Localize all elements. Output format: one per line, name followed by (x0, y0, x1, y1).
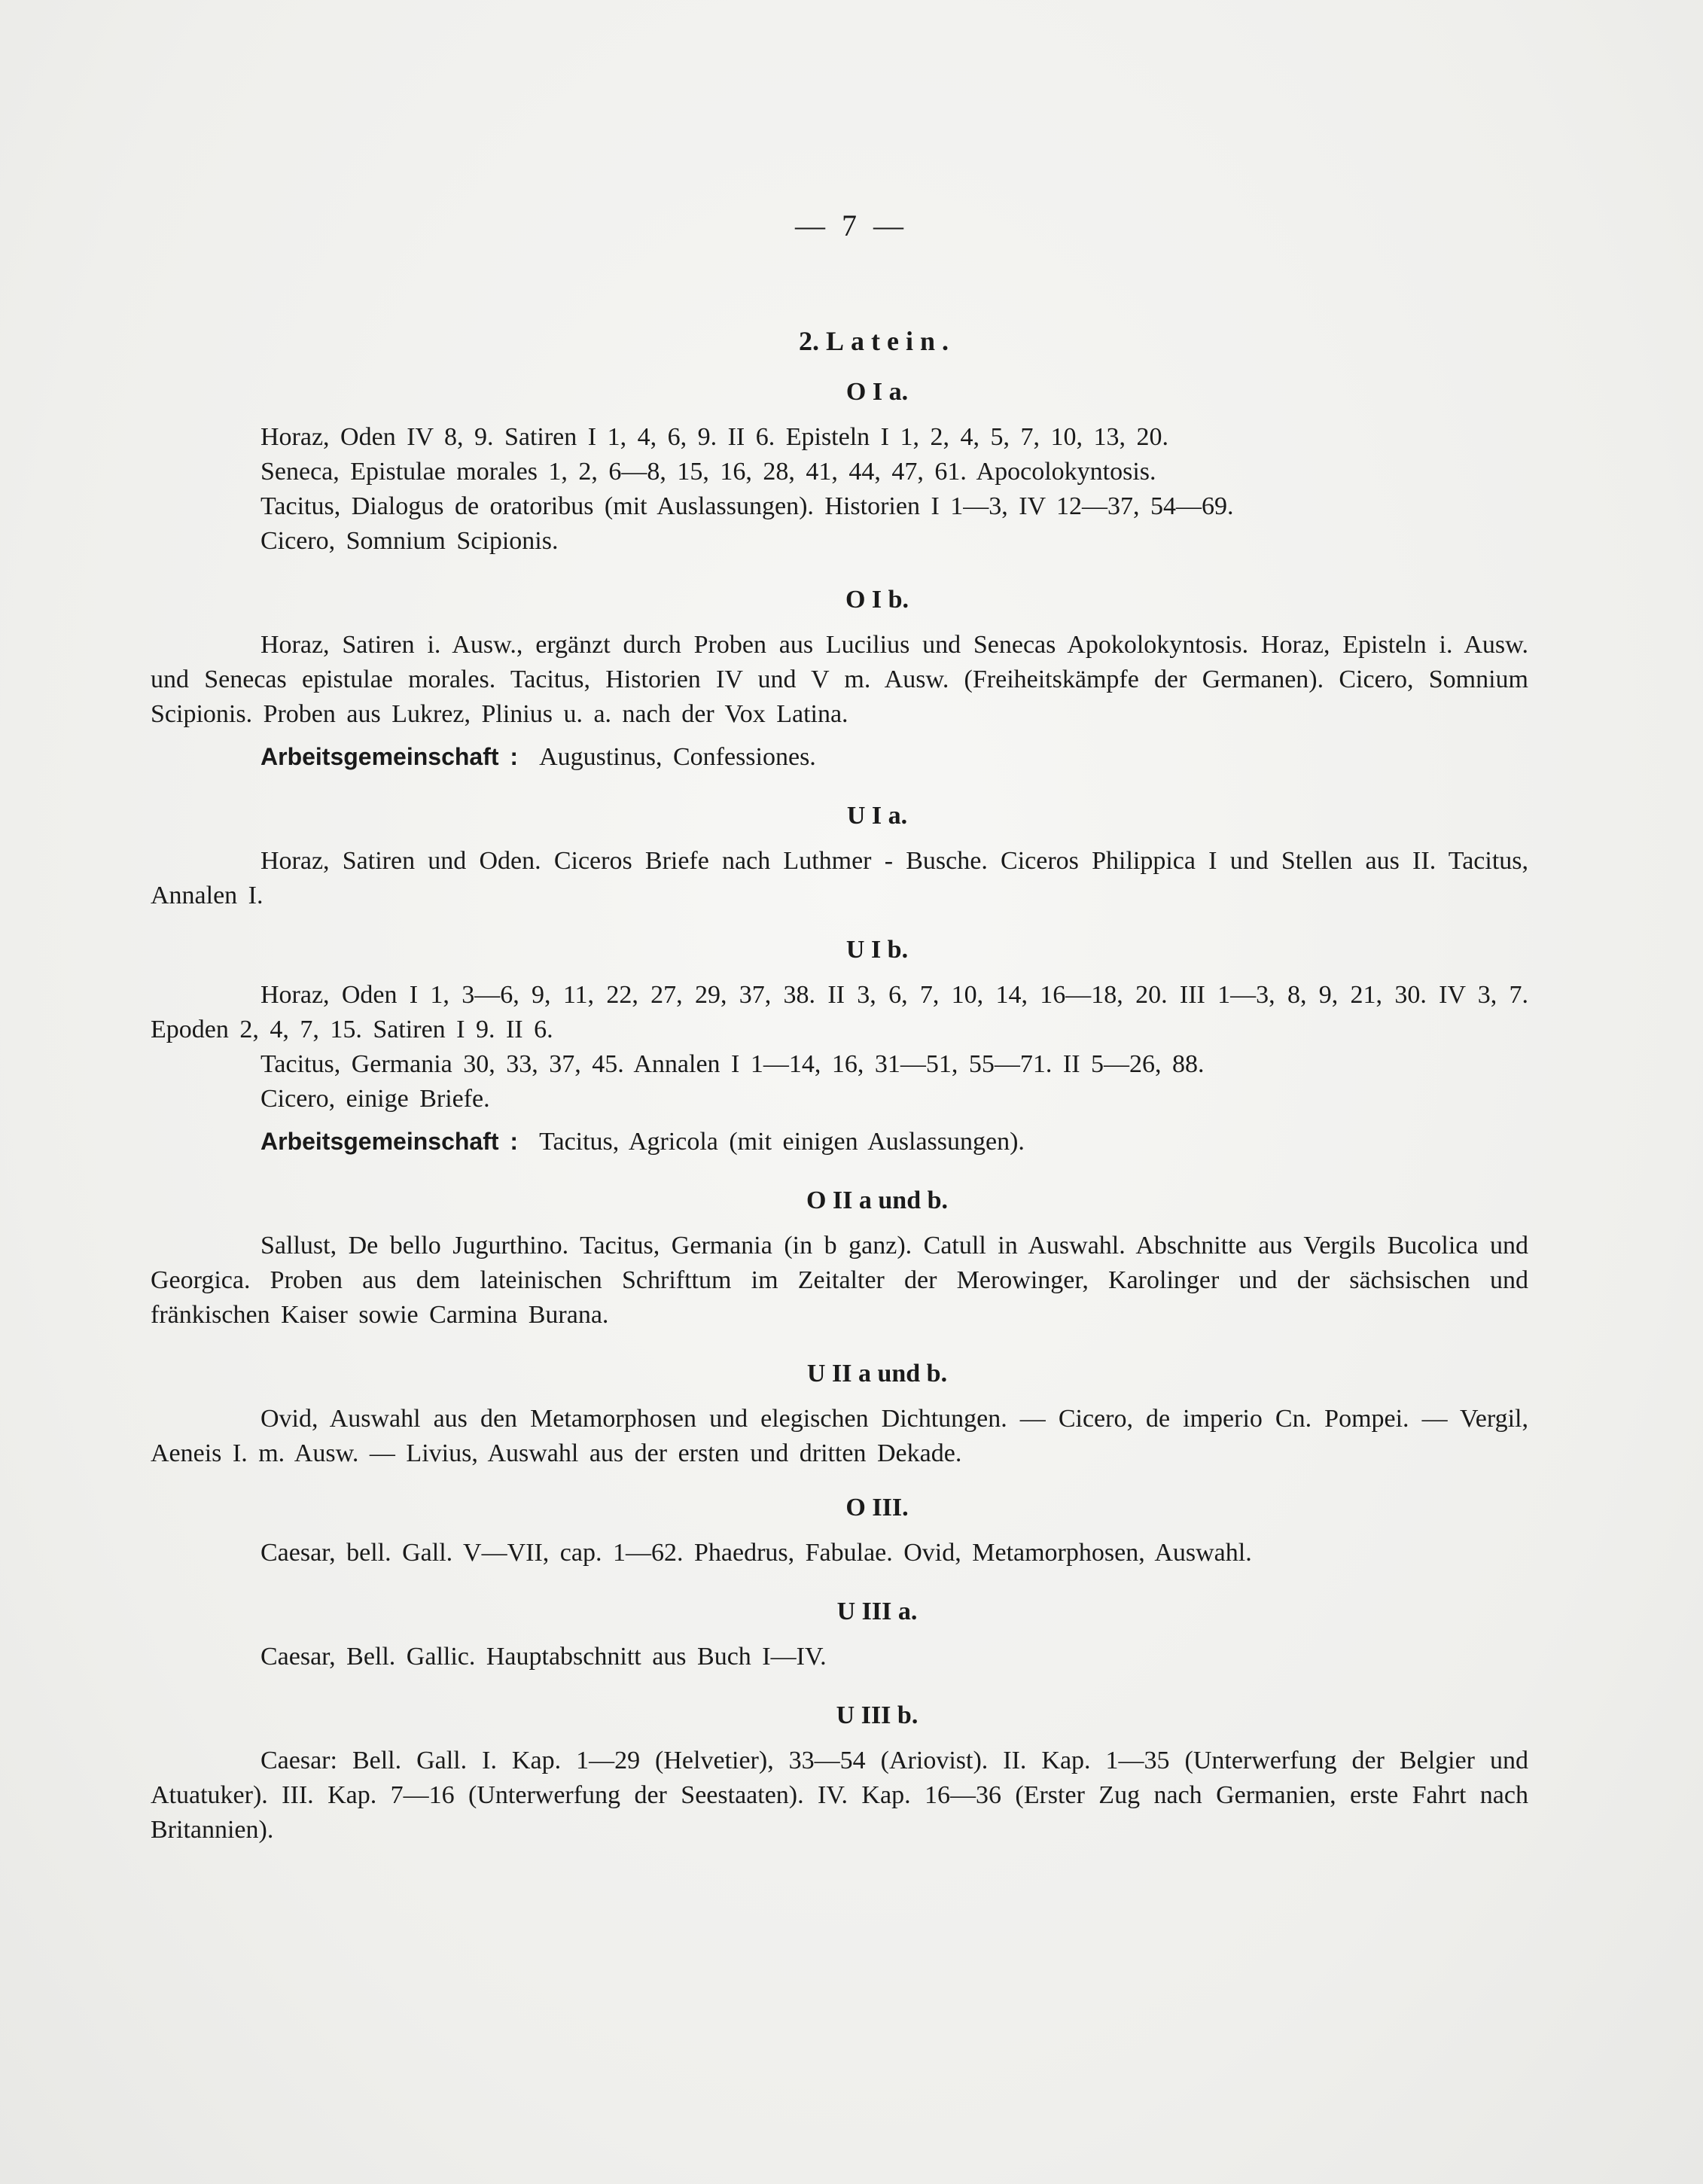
class-heading-uii: U II a und b. (806, 1360, 948, 1387)
uib-text-1: Horaz, Oden I 1, 3—6, 9, 11, 22, 27, 29, 37, 38. II 3, 6, 7, 10, 14, 16—18, 20. III 1—3, 8, 9, 21, 30. IV 3, 7. Epoden 2, 4, 7, 15. Satiren I 9. II 6. (151, 981, 1528, 1043)
section-oib (151, 583, 1528, 775)
class-heading-oii: O II a und b. (806, 1186, 949, 1214)
page-content (151, 324, 1528, 1872)
section-uiiib (151, 1698, 1528, 1847)
class-heading-uiiia: U III a. (836, 1598, 918, 1625)
oia-line-3: Tacitus, Dialogus de oratoribus (mit Auslassungen). Historien I 1—3, IV 12—37, 54—69. (260, 492, 1234, 520)
ag-label: Arbeitsgemeinschaft : (260, 743, 519, 770)
section-uia (151, 799, 1528, 913)
uib-text-3: Cicero, einige Briefe. (260, 1085, 490, 1113)
class-heading-uib: U I b. (845, 936, 909, 964)
subject-title: Latein. (825, 326, 955, 356)
page-number: — 7 — (795, 209, 908, 242)
section-oiii (151, 1491, 1528, 1570)
subject-heading (151, 324, 1528, 358)
section-uib (151, 933, 1528, 1159)
section-uiiia (151, 1595, 1528, 1674)
uiiia-text: Caesar, Bell. Gallic. Hauptabschnitt aus Buch I—IV. (260, 1643, 827, 1671)
oia-line-4: Cicero, Somnium Scipionis. (260, 527, 559, 555)
section-oii (151, 1183, 1528, 1333)
class-heading-uia: U I a. (846, 802, 908, 830)
section-uii (151, 1357, 1528, 1471)
section-oia (151, 375, 1528, 559)
subject-number: 2. (798, 326, 819, 356)
class-heading-oiii: O III. (845, 1494, 909, 1521)
uib-text-2: Tacitus, Germania 30, 33, 37, 45. Annalen I 1—14, 16, 31—51, 55—71. II 5—26, 88. (260, 1050, 1205, 1078)
ag-label: Arbeitsgemeinschaft : (260, 1128, 519, 1155)
uib-arbeitsgemeinschaft (151, 1124, 1528, 1159)
oia-line-2: Seneca, Epistulae morales 1, 2, 6—8, 15, 16, 28, 41, 44, 47, 61. Apocolokyntosis. (260, 458, 1156, 486)
ag-text: Tacitus, Agricola (mit einigen Auslassungen). (539, 1128, 1025, 1156)
uii-text: Ovid, Auswahl aus den Metamorphosen und elegischen Dichtungen. — Cicero, de imperio Cn. Pompei. — Vergil, Aeneis I. m. Ausw. — Livius, Auswahl aus der ersten und dritten Dekade. (151, 1405, 1528, 1467)
ag-text: Augustinus, Confessiones. (539, 743, 816, 771)
oii-text: Sallust, De bello Jugurthino. Tacitus, Germania (in b ganz). Catull in Auswahl. Abschnitte aus Vergils Bucolica und Georgica. Proben aus dem lateinischen Schrifttum im Zeitalter der Merowinger, Karolinger und der sächsischen und fränkischen Kaiser sowie Carmina Burana. (151, 1232, 1528, 1329)
uia-text: Horaz, Satiren und Oden. Ciceros Briefe nach Luthmer - Busche. Ciceros Philippica I und Stellen aus II. Tacitus, Annalen I. (151, 847, 1528, 909)
uiiib-text: Caesar: Bell. Gall. I. Kap. 1—29 (Helvetier), 33—54 (Ariovist). II. Kap. 1—35 (Unterwerfung der Belgier und Atuatuker). III. Kap. 7—16 (Unterwerfung der Seestaaten). IV. Kap. 16—36 (Erster Zug nach Germanien, erste Fahrt nach Britannien). (151, 1747, 1528, 1844)
class-heading-oib: O I b. (845, 586, 909, 614)
oib-text: Horaz, Satiren i. Ausw., ergänzt durch Proben aus Lucilius und Senecas Apokolokyntosis. Horaz, Episteln i. Ausw. und Senecas epistulae morales. Tacitus, Historien IV und V m. Ausw. (Freiheitskämpfe der Germanen). Cicero, Somnium Scipionis. Proben aus Lukrez, Plinius u. a. nach der Vox Latina. (151, 631, 1528, 728)
class-heading-uiiib: U III b. (836, 1701, 919, 1729)
oiii-text: Caesar, bell. Gall. V—VII, cap. 1—62. Phaedrus, Fabulae. Ovid, Metamorphosen, Auswahl. (260, 1539, 1252, 1567)
oib-arbeitsgemeinschaft (151, 739, 1528, 775)
class-heading-oia: O I a. (845, 378, 909, 406)
oia-line-1: Horaz, Oden IV 8, 9. Satiren I 1, 4, 6, 9. II 6. Episteln I 1, 2, 4, 5, 7, 10, 13, 20. (260, 423, 1168, 451)
